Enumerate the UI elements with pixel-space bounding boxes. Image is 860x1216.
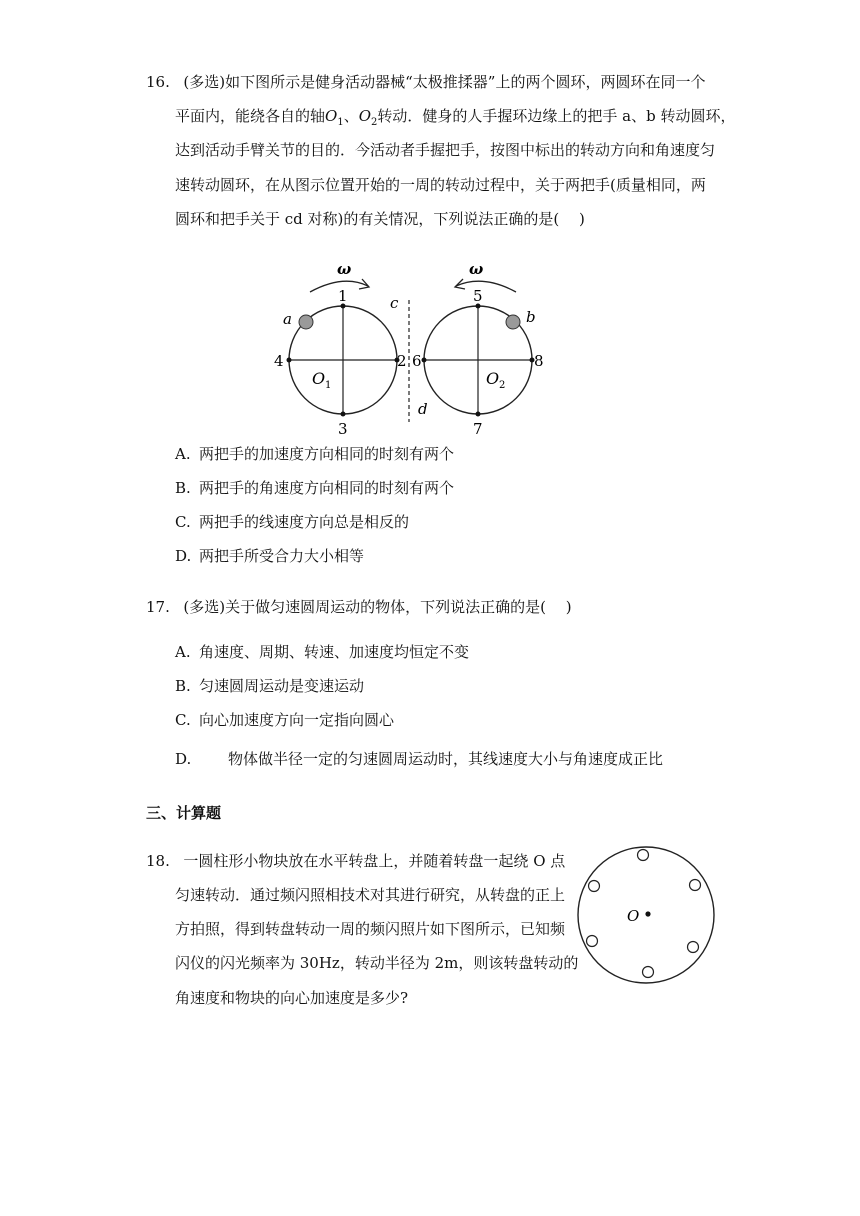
option-letter: A. (175, 643, 191, 661)
question-number: 18. (146, 852, 170, 870)
question-number: 16. (146, 73, 170, 91)
flash-position-1 (638, 850, 649, 861)
omega-left-label: ω (337, 260, 352, 278)
handle-b (506, 315, 520, 329)
handle-a (299, 315, 313, 329)
question-number: 17. (146, 598, 170, 616)
label-a: a (283, 310, 292, 328)
q18-line-5: 角速度和物块的向心加速度是多少? (175, 989, 409, 1007)
separator: 、 (343, 107, 359, 125)
axis-o2-sub: 2 (371, 117, 378, 128)
label-o2-sub: 2 (499, 380, 506, 391)
q18-line-1 (146, 851, 565, 871)
axis-o2: O (358, 107, 372, 125)
q17-option-b[interactable] (175, 676, 364, 696)
q16-text-2a: 平面内，能绕各自的轴 (175, 107, 326, 125)
omega-right-label: ω (469, 260, 484, 278)
q16-option-c[interactable] (175, 512, 409, 532)
option-letter: D. (175, 750, 192, 768)
label-1: 1 (338, 287, 348, 305)
label-o1: O (312, 369, 326, 388)
option-letter: A. (175, 445, 191, 463)
q17-option-a[interactable] (175, 642, 469, 662)
label-8: 8 (534, 352, 544, 370)
option-text: 两把手的加速度方向相同的时刻有两个 (199, 445, 455, 463)
center-label-o: O (627, 907, 640, 925)
option-text: 两把手所受合力大小相等 (199, 547, 365, 565)
label-2: 2 (397, 352, 407, 370)
label-o1-sub: 1 (325, 380, 332, 391)
label-7: 7 (473, 420, 483, 438)
center-dot (645, 911, 650, 916)
multi-select-tag: (多选) (183, 73, 226, 91)
q16-line-4: 速转动圆环，在从图示位置开始的一周的转动过程中，关于两把手(质量相同，两 (175, 176, 706, 194)
label-o2: O (486, 369, 500, 388)
label-b: b (526, 308, 536, 326)
q17-stem-text: (多选)关于做匀速圆周运动的物体，下列说法正确的是( ) (183, 598, 572, 616)
flash-position-6 (589, 881, 600, 892)
q18-line-4: 闪仪的闪光频率为 30Hz，转动半径为 2m，则该转盘转动的 (175, 954, 579, 972)
option-letter: B. (175, 677, 191, 695)
option-letter: C. (175, 513, 191, 531)
q17-option-c[interactable] (175, 710, 394, 730)
point-7-dot (476, 412, 481, 417)
label-6: 6 (412, 352, 422, 370)
q16-option-a[interactable] (175, 444, 454, 464)
omega-right-arrow (456, 281, 516, 292)
q16-text-2b: 转动．健身的人手握环边缘上的把手 a、b 转动圆环， (377, 107, 736, 125)
axis-o1: O (325, 107, 338, 125)
flash-position-2 (690, 880, 701, 891)
point-6-dot (422, 358, 427, 363)
q16-line-3: 达到活动手臂关节的目的．今活动者手握把手，按图中标出的转动方向和角速度匀 (175, 141, 716, 159)
q16-line-2 (175, 106, 736, 133)
option-letter: C. (175, 711, 191, 729)
flash-position-3 (688, 942, 699, 953)
section-heading-calculation: 三、计算题 (146, 804, 222, 822)
option-text: 向心加速度方向一定指向圆心 (199, 711, 395, 729)
option-text: 物体做半径一定的匀速圆周运动时，其线速度大小与角速度成正比 (228, 750, 664, 768)
flash-position-4 (643, 967, 654, 978)
turntable-figure (574, 843, 718, 987)
point-3-dot (341, 412, 346, 417)
two-rings-figure (268, 252, 558, 442)
label-4: 4 (274, 352, 284, 370)
q17-stem (146, 597, 572, 617)
q16-text-1: 如下图所示是健身活动器械“太极推揉器”上的两个圆环，两圆环在同一个 (225, 73, 706, 91)
option-text: 两把手的角速度方向相同的时刻有两个 (199, 479, 455, 497)
label-3: 3 (338, 420, 348, 438)
option-text: 两把手的线速度方向总是相反的 (199, 513, 410, 531)
option-letter: D. (175, 547, 192, 565)
option-text: 匀速圆周运动是变速运动 (199, 677, 365, 695)
q17-option-d[interactable] (175, 749, 663, 769)
point-4-dot (287, 358, 292, 363)
q18-text-1: 一圆柱形小物块放在水平转盘上，并随着转盘一起绕 O 点 (183, 852, 566, 870)
label-5: 5 (473, 287, 483, 305)
label-c: c (390, 294, 399, 312)
q16-line-1 (146, 72, 705, 92)
q18-line-3: 方拍照，得到转盘转动一周的频闪照片如下图所示，已知频 (175, 920, 566, 938)
q18-line-2: 匀速转动．通过频闪照相技术对其进行研究，从转盘的正上 (175, 886, 566, 904)
option-letter: B. (175, 479, 191, 497)
q16-option-d[interactable] (175, 546, 364, 566)
q16-line-5: 圆环和把手关于 cd 对称)的有关情况，下列说法正确的是( ) (175, 210, 585, 228)
flash-position-5 (587, 936, 598, 947)
option-text: 角速度、周期、转速、加速度均恒定不变 (199, 643, 470, 661)
label-d: d (418, 400, 428, 418)
q16-option-b[interactable] (175, 478, 454, 498)
axis-o1-sub: 1 (337, 117, 344, 128)
